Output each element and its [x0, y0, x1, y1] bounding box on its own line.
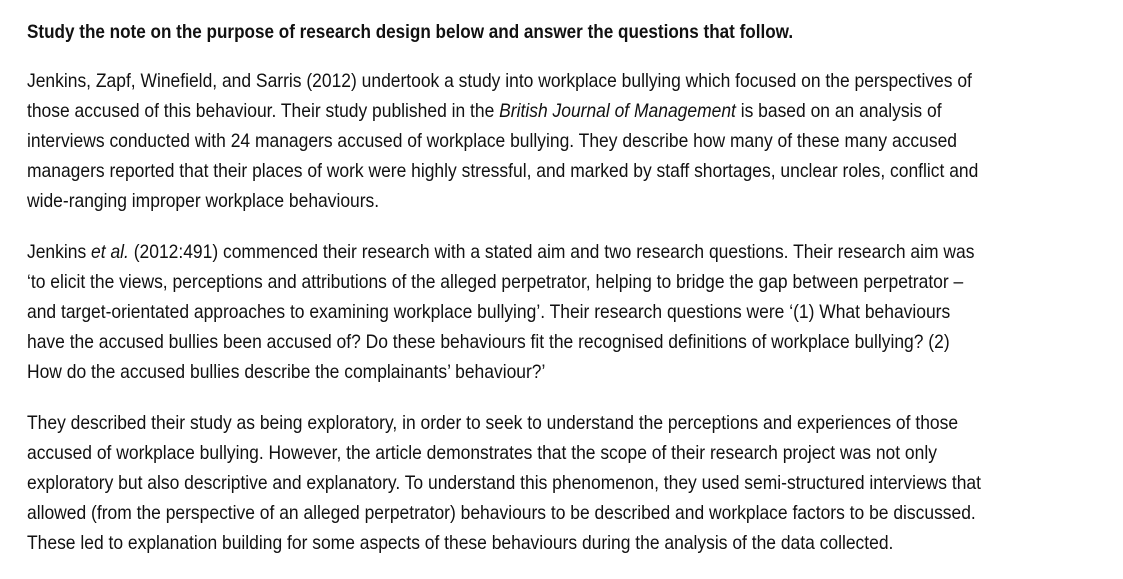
text-line	[27, 186, 985, 216]
paragraph-3	[27, 408, 1097, 558]
instruction-heading: Study the note on the purpose of research design below and answer the questions that follow.	[27, 22, 794, 43]
text-segment: is based on an analysis of	[735, 100, 942, 122]
text-segment: managers reported that their places of work were highly stressful, and marked by staff shortages, unclear roles, conflict and	[27, 160, 979, 182]
document	[27, 18, 1097, 579]
text-segment: wide-ranging improper workplace behaviours.	[27, 190, 380, 212]
text-line	[27, 528, 985, 558]
text-segment: those accused of this behaviour. Their study published in the	[27, 100, 500, 122]
text-line	[27, 297, 985, 327]
text-line	[27, 156, 985, 186]
text-line	[27, 327, 985, 357]
text-segment: Jenkins, Zapf, Winefield, and Sarris (2012) undertook a study into workplace bullying which focused on the perspectives of	[27, 70, 972, 92]
text-segment: How do the accused bullies describe the complainants’ behaviour?’	[27, 361, 546, 383]
text-line	[27, 96, 985, 126]
text-segment: and target-orientated approaches to examining workplace bullying’. Their research questions were ‘(1) What behaviours	[27, 301, 951, 323]
text-segment: Jenkins	[27, 241, 92, 263]
text-segment: (2012:491) commenced their research with a stated aim and two research questions. Their research aim was	[128, 241, 975, 263]
text-line	[27, 267, 985, 297]
text-segment: exploratory but also descriptive and explanatory. To understand this phenomenon, they used semi-structured interviews that	[27, 472, 981, 494]
italic-text: British Journal of Management	[499, 100, 736, 122]
text-segment: They described their study as being exploratory, in order to seek to understand the perceptions and experiences of those	[27, 412, 959, 434]
note-body	[27, 66, 1097, 558]
paragraph-2	[27, 237, 1097, 387]
text-line	[27, 357, 985, 387]
text-segment: accused of workplace bullying. However, the article demonstrates that the scope of their research project was not only	[27, 442, 937, 464]
italic-text: et al.	[91, 241, 129, 263]
text-segment: ‘to elicit the views, perceptions and attributions of the alleged perpetrator, helping to bridge the gap between perpetrator –	[27, 271, 964, 293]
text-segment: allowed (from the perspective of an alleged perpetrator) behaviours to be described and workplace factors to be discussed.	[27, 502, 976, 524]
paragraph-1	[27, 66, 1097, 216]
text-line	[27, 468, 985, 498]
text-line	[27, 408, 985, 438]
text-segment: interviews conducted with 24 managers accused of workplace bullying. They describe how many of these many accused	[27, 130, 958, 152]
text-segment: have the accused bullies been accused of? Do these behaviours fit the recognised definitions of workplace bullying? (2)	[27, 331, 950, 353]
text-line	[27, 438, 985, 468]
text-line	[27, 237, 985, 267]
text-segment: These led to explanation building for some aspects of these behaviours during the analysis of the data collected.	[27, 532, 894, 554]
text-line	[27, 66, 985, 96]
text-line	[27, 126, 985, 156]
text-line	[27, 498, 985, 528]
